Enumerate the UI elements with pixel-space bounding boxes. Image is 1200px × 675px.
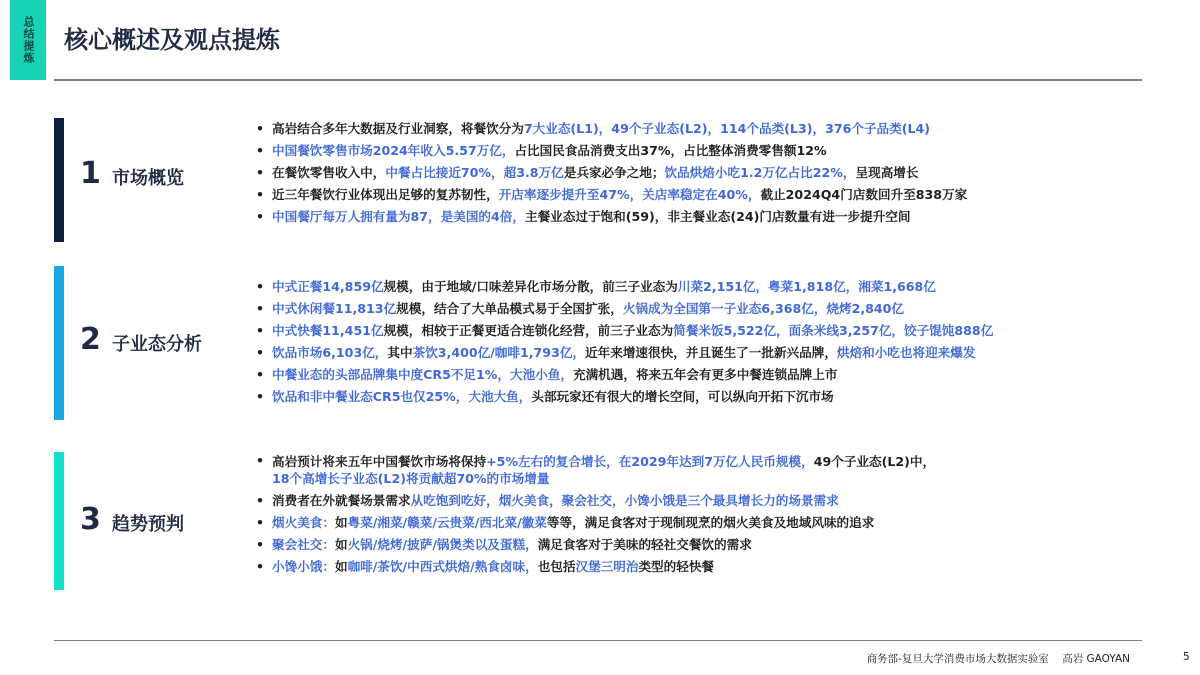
- bullet-list: [254, 118, 1134, 228]
- section-tag-label: 总结提炼: [22, 16, 35, 64]
- section-subsector-analysis: [54, 266, 1154, 420]
- body-text: 49个子业态(L2)中，: [813, 454, 936, 469]
- bullet-item: [254, 534, 1134, 556]
- highlight-text: 汉堡三明治: [575, 559, 639, 574]
- body-text: 其中: [387, 345, 413, 360]
- body-text: 如: [334, 515, 348, 530]
- bullet-list: [254, 276, 1134, 408]
- highlight-text: 火锅成为全国第一子业态6,368亿，烧烤2,840亿: [622, 301, 905, 316]
- page-title: 核心概述及观点提炼: [64, 26, 280, 54]
- highlight-text: 中餐业态的头部品牌集中度CR5不足1%，大池小鱼，: [272, 367, 573, 382]
- bullet-item: [254, 490, 1134, 512]
- section-bar: [54, 118, 64, 242]
- body-text: 近年来增速很快，并且诞生了一批新兴品牌，: [585, 345, 837, 360]
- bullet-item: [254, 342, 1134, 364]
- highlight-text: 烟火美食：: [272, 515, 335, 530]
- section-number: 2: [80, 322, 101, 357]
- body-text: 规模，相较于正餐更适合连锁化经营，前三子业态为: [383, 323, 674, 338]
- highlight-text: 火锅/烧烤/披萨/锅煲类以及蛋糕，: [347, 537, 538, 552]
- bullet-item: [254, 386, 1134, 408]
- section-number: 1: [80, 156, 101, 191]
- section-bar: [54, 266, 64, 420]
- body-text: 头部玩家还有很大的增长空间，可以纵向开拓下沉市场: [531, 389, 834, 404]
- bullet-item: [254, 364, 1134, 386]
- body-text: 也包括: [537, 559, 576, 574]
- body-text: 规模，结合了大单品模式易于全国扩张，: [396, 301, 623, 316]
- bullet-item: [254, 320, 1134, 342]
- highlight-text: 小馋小饿：: [272, 559, 335, 574]
- bullet-item: [254, 276, 1134, 298]
- bullet-item: [254, 206, 1134, 228]
- body-text: 占比国民食品消费支出37%，占比整体消费零售额12%: [514, 143, 827, 158]
- footer-source: 商务部-复旦大学消费市场大数据实验室 高岩 GAOYAN: [866, 653, 1130, 665]
- bullet-item: [254, 162, 1134, 184]
- page-number: 5: [1183, 651, 1190, 663]
- section-trend-forecast: [54, 452, 1154, 590]
- body-text: 等等，满足食客对于现制现烹的烟火美食及地域风味的追求: [546, 515, 875, 530]
- section-name: 市场概览: [112, 168, 184, 189]
- highlight-text: 聚会社交：: [272, 537, 335, 552]
- body-text: 高岩预计将来五年中国餐饮市场将保持: [272, 454, 487, 469]
- body-text: 主餐业态过于饱和(59)，非主餐业态(24)门店数量有进一步提升空间: [524, 209, 911, 224]
- highlight-text: 烘焙和小吃也将迎来爆发: [836, 345, 976, 360]
- bullet-item: [254, 184, 1134, 206]
- footer-divider: [54, 640, 1142, 641]
- bullet-item: [254, 118, 1134, 140]
- highlight-text: 7大业态(L1)，49个子业态(L2)，114个品类(L3)，376个子品类(L4): [523, 121, 931, 136]
- highlight-text: 中式快餐11,451亿: [272, 323, 384, 338]
- bullet-item: [254, 140, 1134, 162]
- body-text: 近三年餐饮行业体现出足够的复苏韧性，: [272, 187, 499, 202]
- body-text: 如: [334, 559, 348, 574]
- section-market-overview: [54, 118, 1154, 242]
- highlight-text: 川菜2,151亿，粤菜1,818亿，湘菜1,668亿: [677, 279, 936, 294]
- body-text: 呈现高增长: [855, 165, 919, 180]
- body-text: 消费者在外就餐场景需求: [272, 493, 411, 508]
- highlight-text: 18个高增长子业态(L2)将贡献超70%的市场增量: [272, 471, 550, 486]
- highlight-text: 中餐占比接近70%，超3.8万亿: [385, 165, 564, 180]
- highlight-text: 中式正餐14,859亿: [272, 279, 384, 294]
- highlight-text: 茶饮3,400亿/咖啡1,793亿，: [412, 345, 586, 360]
- highlight-text: 饮品和非中餐业态CR5也仅25%，大池大鱼，: [272, 389, 532, 404]
- section-bar: [54, 452, 64, 590]
- section-name: 趋势预判: [112, 514, 184, 535]
- section-number: 3: [80, 502, 101, 537]
- bullet-item: [254, 452, 1134, 490]
- bullet-item: [254, 556, 1134, 578]
- body-text: 在餐饮零售收入中，: [272, 165, 386, 180]
- title-divider: [54, 79, 1142, 81]
- highlight-text: +5%左右的复合增长，在2029年达到7万亿人民币规模，: [486, 454, 814, 469]
- bullet-item: [254, 512, 1134, 534]
- body-text: 如: [334, 537, 348, 552]
- body-text: 高岩结合多年大数据及行业洞察，将餐饮分为: [272, 121, 524, 136]
- body-text: 类型的轻快餐: [638, 559, 714, 574]
- highlight-text: 粤菜/湘菜/赣菜/云贵菜/西北菜/徽菜: [347, 515, 547, 530]
- highlight-text: 饮品市场6,103亿，: [272, 345, 388, 360]
- bullet-item: [254, 298, 1134, 320]
- highlight-text: 咖啡/茶饮/中西式烘焙/熟食卤味，: [347, 559, 538, 574]
- highlight-text: 从吃饱到吃好，烟火美食，聚会社交，小馋小饿是三个最具增长力的场景需求: [410, 493, 839, 508]
- body-text: 规模，由于地域/口味差异化市场分散，前三子业态为: [383, 279, 678, 294]
- highlight-text: 饮品烘焙小吃1.2万亿占比22%，: [664, 165, 856, 180]
- highlight-text: 中式休闲餐11,813亿: [272, 301, 397, 316]
- highlight-text: 中国餐厅每万人拥有量为87，是美国的4倍，: [272, 209, 525, 224]
- body-text: 是兵家必争之地；: [563, 165, 665, 180]
- bullet-list: [254, 452, 1134, 578]
- body-text: 满足食客对于美味的轻社交餐饮的需求: [537, 537, 752, 552]
- body-text: 充满机遇，将来五年会有更多中餐连锁品牌上市: [572, 367, 838, 382]
- highlight-text: 简餐米饭5,522亿，面条米线3,257亿，饺子馄饨888亿: [673, 323, 994, 338]
- highlight-text: 中国餐饮零售市场2024年收入5.57万亿，: [272, 143, 515, 158]
- body-text: 截止2024Q4门店数回升至838万家: [760, 187, 968, 202]
- highlight-text: 开店率逐步提升至47%，关店率稳定在40%，: [498, 187, 761, 202]
- section-tag: [10, 0, 46, 80]
- section-name: 子业态分析: [112, 334, 202, 355]
